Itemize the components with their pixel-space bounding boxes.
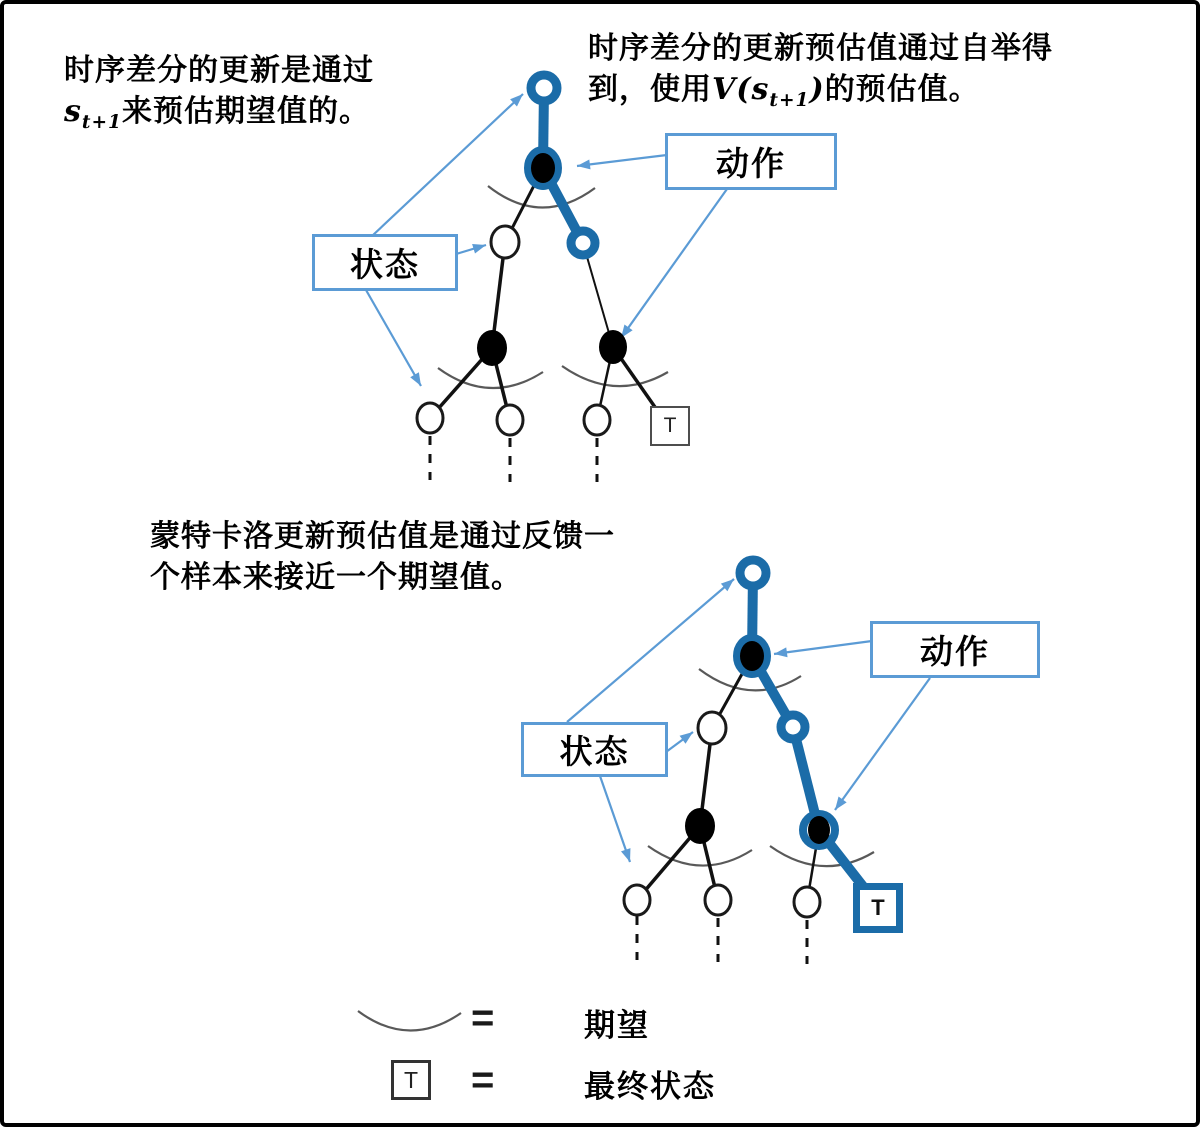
state-callout-to-state-arrow: [666, 732, 693, 752]
td-action-label-box: [665, 133, 837, 190]
action-callout-to-action2-arrow: [835, 678, 930, 810]
mc-edges: [637, 656, 819, 964]
td-state-node: [491, 226, 519, 258]
action-label: 动作: [716, 145, 786, 182]
mc-sampled-state-node: [781, 715, 805, 739]
state-callout-to-leaf-arrow: [600, 776, 630, 862]
td-next-state-node: [571, 231, 595, 255]
td-root-state-node: [531, 75, 557, 101]
td-bootstrap-line1: 时序差分的更新预估值通过自举得: [588, 32, 1053, 65]
td-state-label-box: [312, 234, 458, 291]
td-action-node: [531, 153, 555, 183]
equals-sign: =: [471, 1058, 495, 1102]
td-bootstrap-line2-post: 的预估值。: [824, 73, 980, 107]
action-label: 动作: [920, 633, 990, 670]
legend-terminal-label: [584, 1061, 716, 1106]
mc-leaf-state-node: [705, 885, 731, 915]
mc-terminal-box: [853, 883, 903, 933]
expectation-arc: [648, 846, 752, 866]
mc-action-node: [685, 808, 715, 844]
terminal-symbol: T: [663, 414, 677, 437]
legend-terminal-box: [391, 1060, 431, 1100]
action-callout-to-action2-arrow: [621, 189, 727, 338]
td-leaf-state-node: [417, 403, 443, 433]
mc-state-node: [698, 712, 726, 744]
state-callout-to-root-arrow: [372, 94, 523, 236]
state-label: 状态: [350, 246, 420, 283]
mc-line1: 蒙特卡洛更新预估值是通过反馈一: [150, 520, 615, 553]
td-action-node: [599, 330, 627, 364]
td-bootstrap-description: [588, 28, 1053, 114]
terminal-symbol: T: [871, 895, 885, 920]
td-sample-line1: 时序差分的更新是通过: [64, 54, 374, 87]
mc-sampled-action-node: [808, 816, 830, 844]
terminal-symbol: T: [403, 1066, 419, 1093]
action-callout-to-action-arrow: [774, 641, 872, 654]
legend-expectation-label: [584, 1000, 650, 1045]
mc-action-label-box: [870, 621, 1040, 678]
math-s: s: [64, 94, 82, 130]
mc-leaf-state-node: [624, 885, 650, 915]
state-callout-to-root-arrow: [567, 579, 734, 722]
td-sample-line2: 来预估期望值的。: [122, 95, 370, 129]
td-leaf-state-node: [584, 405, 610, 435]
mc-state-label-box: [521, 722, 668, 777]
state-label: 状态: [559, 733, 630, 770]
legend-equals-expectation: [471, 996, 494, 1041]
terminal-state-label: 最终状态: [584, 1069, 716, 1104]
mc-root-state-node: [740, 560, 766, 586]
expectation-arc: [438, 368, 543, 388]
td-edges: [430, 168, 657, 482]
td-leaf-state-node: [497, 405, 523, 435]
math-close-paren: ): [809, 72, 825, 108]
legend-equals-terminal: [471, 1058, 494, 1103]
equals-sign: =: [471, 996, 495, 1040]
td-action-node: [477, 330, 507, 366]
mc-leaf-state-node: [794, 887, 820, 917]
mc-action-node: [740, 641, 764, 671]
expectation-arc: [562, 366, 668, 386]
td-terminal-box: [650, 406, 690, 446]
math-v-open: V(s: [712, 72, 770, 108]
action-callout-to-action-arrow: [577, 155, 667, 166]
mc-line2: 个样本来接近一个期望值。: [150, 561, 522, 595]
td-sample-description: [64, 50, 374, 136]
mc-description: [150, 516, 615, 599]
mc-expectation-arcs: [648, 669, 874, 866]
expectation-label: 期望: [584, 1008, 650, 1043]
math-subscript: t+1: [769, 90, 810, 112]
td-expectation-arcs: [438, 186, 668, 388]
td-bootstrap-line2-pre: 到，使用: [588, 73, 712, 107]
math-subscript: t+1: [81, 112, 122, 134]
legend-expectation-arc: [358, 1011, 461, 1031]
state-callout-to-state-arrow: [456, 245, 486, 254]
state-callout-to-leaf-arrow: [366, 290, 421, 386]
